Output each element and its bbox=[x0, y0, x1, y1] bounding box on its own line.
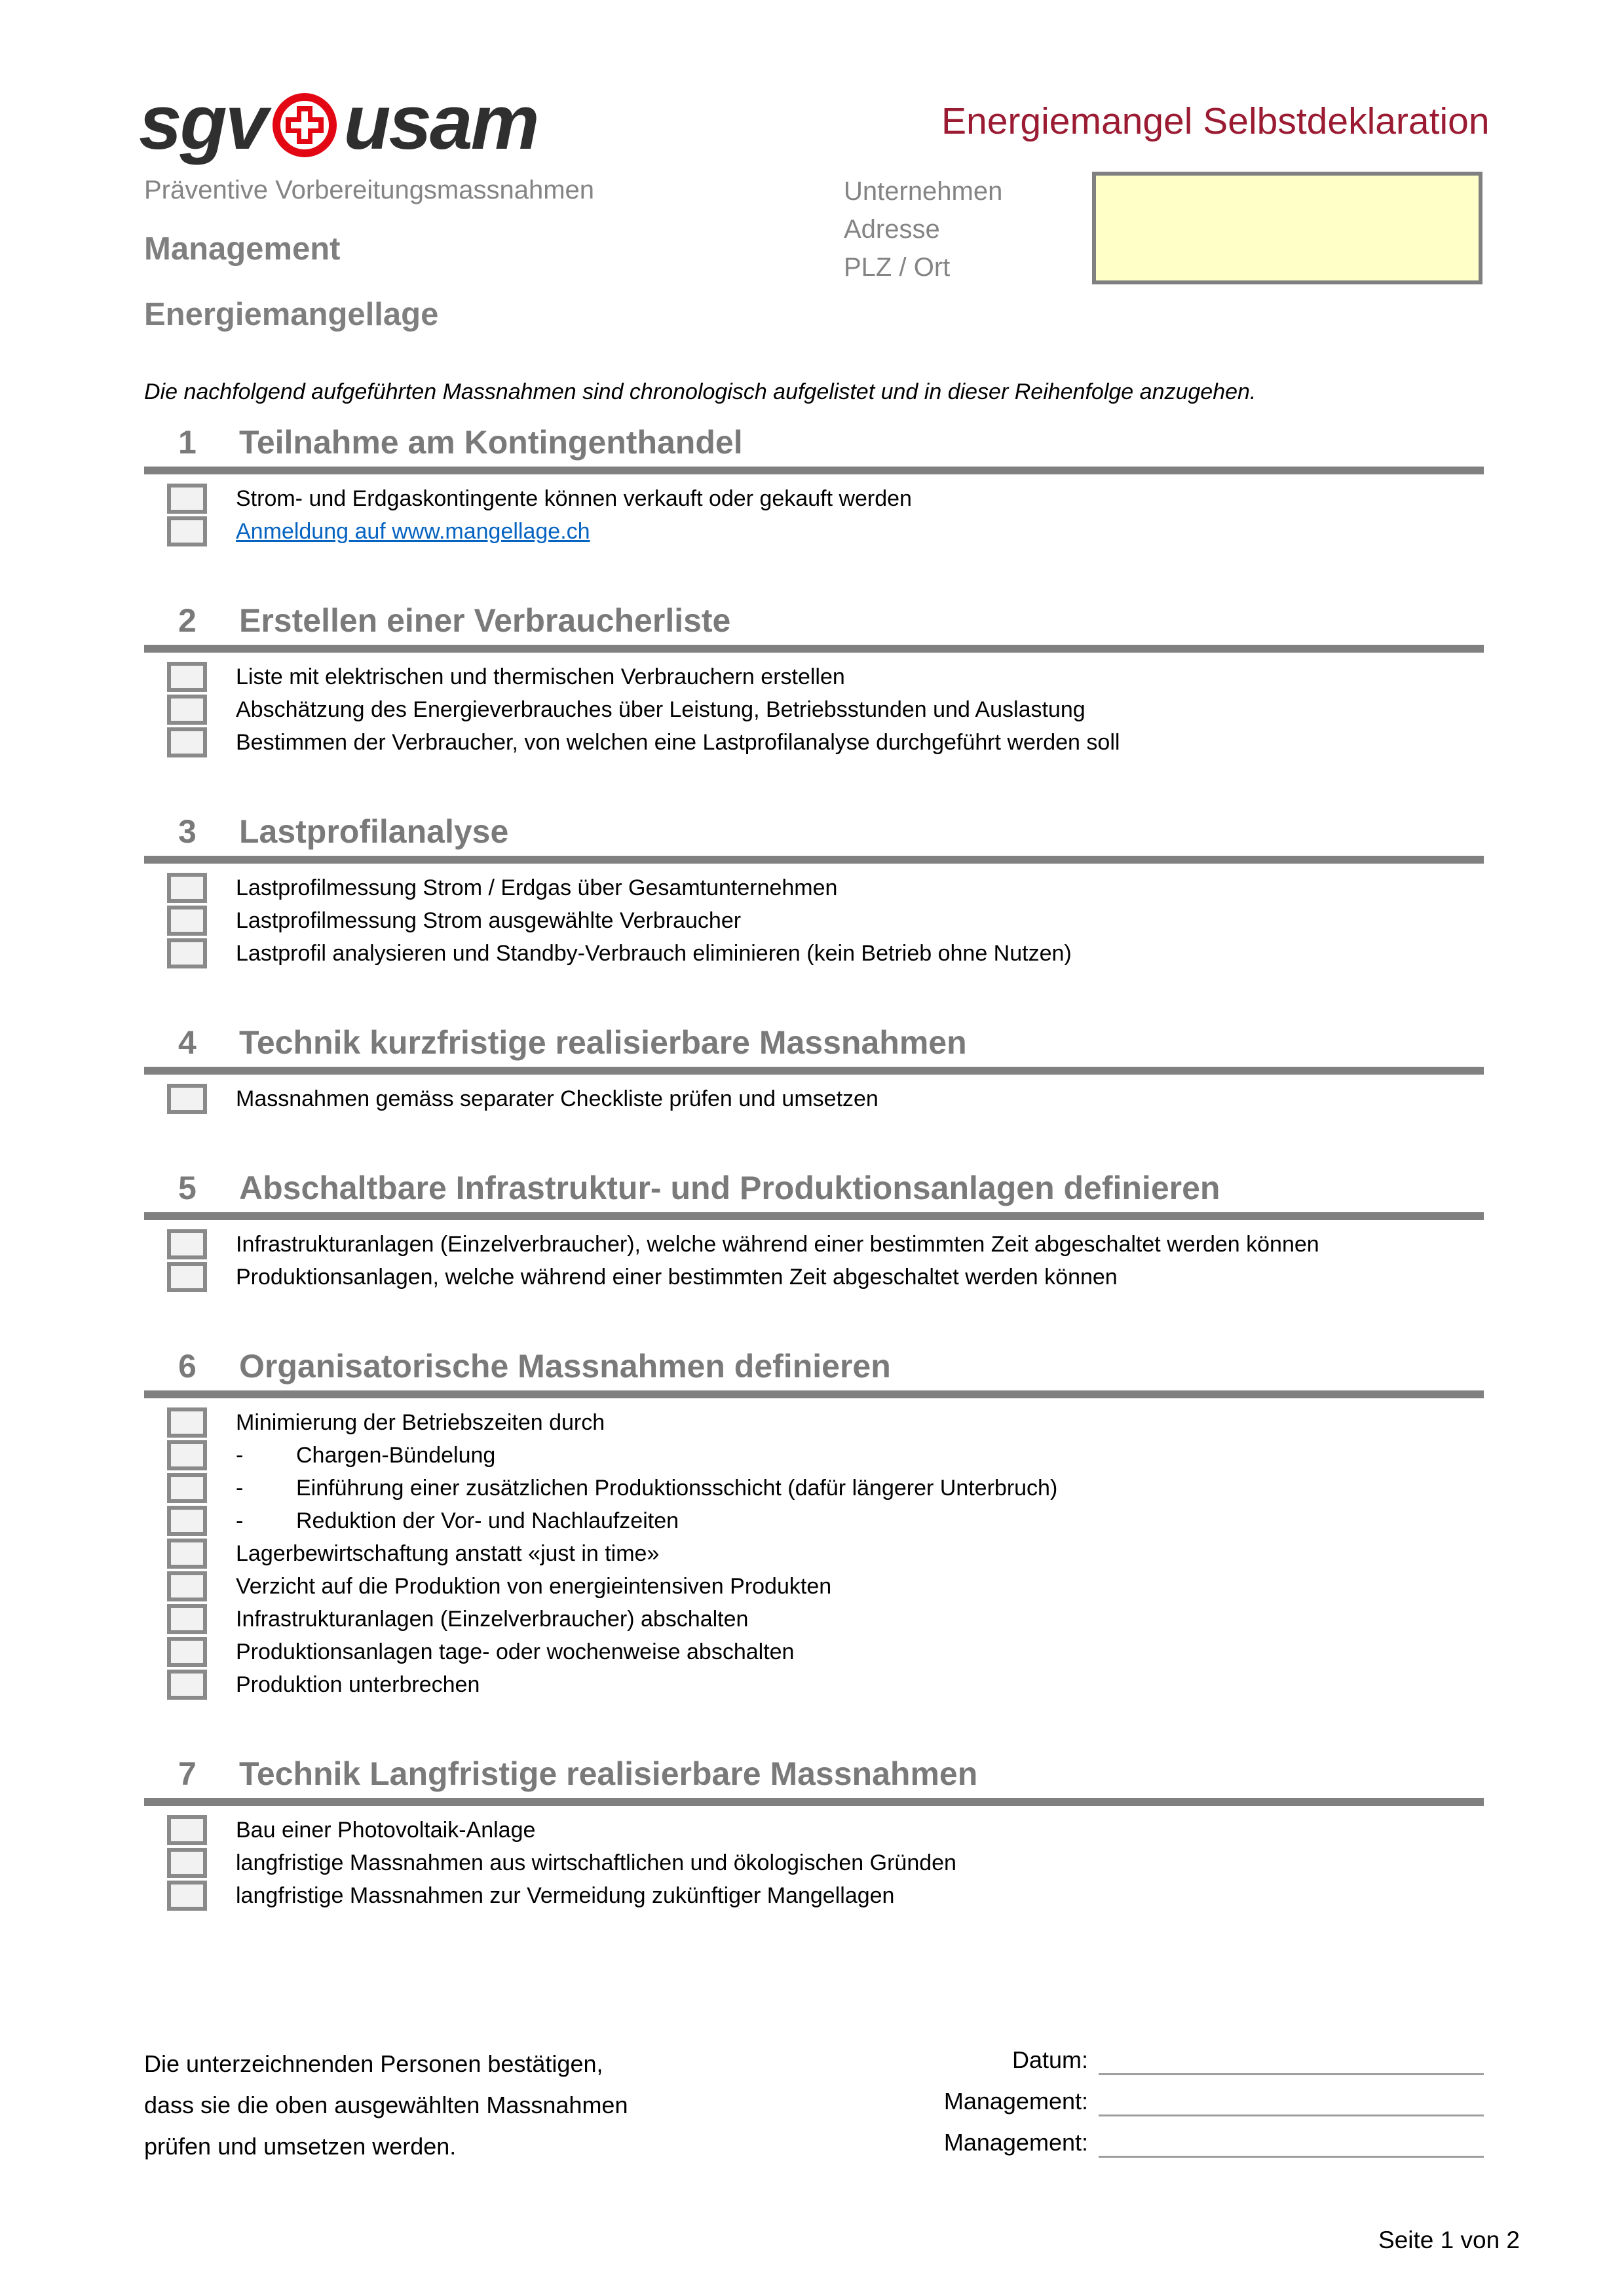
section-5-number: 5 bbox=[178, 1170, 197, 1206]
checkbox[interactable] bbox=[167, 662, 207, 692]
checkbox[interactable] bbox=[167, 727, 207, 757]
label-management-2: Management: bbox=[943, 2129, 1088, 2156]
signature-row-management-1 bbox=[797, 2075, 1484, 2116]
item-text: langfristige Massnahmen aus wirtschaftlichen und ökologischen Gründen bbox=[236, 1850, 956, 1875]
checklist-item bbox=[144, 727, 1484, 757]
checklist-item bbox=[144, 1539, 1484, 1569]
section-6 bbox=[144, 1347, 1484, 1700]
checkbox[interactable] bbox=[167, 1815, 207, 1845]
section-divider-bar bbox=[144, 1212, 1484, 1220]
item-text: Lastprofilmessung Strom ausgewählte Verbraucher bbox=[236, 908, 742, 933]
section-2-number: 2 bbox=[178, 602, 197, 639]
section-divider-bar bbox=[144, 1390, 1484, 1398]
item-text: Lastprofilmessung Strom / Erdgas über Gesamtunternehmen bbox=[236, 875, 838, 900]
section-6-number: 6 bbox=[178, 1348, 197, 1385]
section-7-title: Technik Langfristige realisierbare Massnahmen bbox=[239, 1755, 978, 1792]
checkbox[interactable] bbox=[167, 695, 207, 725]
checkbox[interactable] bbox=[167, 1440, 207, 1470]
checkbox[interactable] bbox=[167, 1604, 207, 1634]
checklist-item bbox=[144, 1637, 1484, 1667]
checkbox[interactable] bbox=[167, 1881, 207, 1911]
item-text: Bau einer Photovoltaik-Anlage bbox=[236, 1818, 536, 1843]
confirmation-line: dass sie die oben ausgewählten Massnahmen bbox=[144, 2092, 628, 2118]
item-text: Infrastrukturanlagen (Einzelverbraucher), welche während einer bestimmten Zeit abgeschaltet werden können bbox=[236, 1232, 1319, 1257]
item-text: Einführung einer zusätzlichen Produktionsschicht (dafür längerer Unterbruch) bbox=[296, 1476, 1058, 1501]
section-5-title: Abschaltbare Infrastruktur- und Produktionsanlagen definieren bbox=[239, 1170, 1220, 1206]
item-text: Lagerbewirtschaftung anstatt «just in time» bbox=[236, 1541, 660, 1566]
company-info-input-box[interactable] bbox=[1092, 172, 1482, 284]
section-divider-bar bbox=[144, 856, 1484, 864]
signature-fields bbox=[797, 2034, 1484, 2158]
document-title: Energiemangel Selbstdeklaration bbox=[941, 100, 1490, 142]
checklist-item bbox=[144, 484, 1484, 514]
signature-row-date bbox=[797, 2034, 1484, 2075]
checkbox[interactable] bbox=[167, 1637, 207, 1667]
checkbox[interactable] bbox=[167, 1084, 207, 1114]
item-text: Minimierung der Betriebszeiten durch bbox=[236, 1410, 605, 1435]
section-2-heading bbox=[144, 602, 1484, 640]
checklist-body bbox=[144, 377, 1484, 1913]
checklist-item bbox=[144, 1229, 1484, 1259]
checkbox[interactable] bbox=[167, 1571, 207, 1601]
label-city: PLZ / Ort bbox=[844, 253, 951, 282]
checklist-item bbox=[144, 906, 1484, 936]
checkbox[interactable] bbox=[167, 1229, 207, 1259]
section-4-title: Technik kurzfristige realisierbare Massnahmen bbox=[239, 1024, 967, 1061]
swiss-cross-logo-icon bbox=[273, 93, 337, 157]
checklist-item bbox=[144, 1440, 1484, 1470]
item-text: Produktionsanlagen tage- oder wochenweise abschalten bbox=[236, 1639, 795, 1664]
section-3-heading bbox=[144, 813, 1484, 851]
section-divider-bar bbox=[144, 1798, 1484, 1806]
section-5 bbox=[144, 1169, 1484, 1292]
checkbox[interactable] bbox=[167, 1506, 207, 1536]
document-heading-energiemangellage: Energiemangellage bbox=[144, 297, 439, 332]
checkbox[interactable] bbox=[167, 1848, 207, 1878]
checklist-item bbox=[144, 516, 1484, 546]
checkbox[interactable] bbox=[167, 1473, 207, 1503]
section-7-heading bbox=[144, 1755, 1484, 1793]
section-1-number: 1 bbox=[178, 424, 197, 461]
checklist-item bbox=[144, 1848, 1484, 1878]
checklist-item bbox=[144, 1262, 1484, 1292]
section-7-number: 7 bbox=[178, 1755, 197, 1792]
checkbox[interactable] bbox=[167, 484, 207, 514]
checkbox[interactable] bbox=[167, 516, 207, 546]
item-text: Liste mit elektrischen und thermischen Verbrauchern erstellen bbox=[236, 664, 845, 689]
checklist-item bbox=[144, 662, 1484, 692]
confirmation-text bbox=[144, 2043, 628, 2167]
checklist-item bbox=[144, 1604, 1484, 1634]
item-text: Abschätzung des Energieverbrauches über Leistung, Betriebsstunden und Auslastung bbox=[236, 697, 1086, 722]
checkbox[interactable] bbox=[167, 1262, 207, 1292]
section-2-title: Erstellen einer Verbraucherliste bbox=[239, 602, 731, 639]
dash-bullet: - bbox=[236, 1508, 244, 1533]
section-3 bbox=[144, 813, 1484, 968]
page-number: Seite 1 von 2 bbox=[1378, 2227, 1520, 2253]
checkbox[interactable] bbox=[167, 873, 207, 903]
confirmation-line: Die unterzeichnenden Personen bestätigen, bbox=[144, 2050, 603, 2077]
checkbox[interactable] bbox=[167, 1407, 207, 1438]
item-text: Chargen-Bündelung bbox=[296, 1443, 496, 1468]
section-7 bbox=[144, 1755, 1484, 1911]
checklist-item bbox=[144, 873, 1484, 903]
item-text: Verzicht auf die Produktion von energieintensiven Produkten bbox=[236, 1574, 832, 1599]
item-text: Produktionsanlagen, welche während einer bestimmten Zeit abgeschaltet werden können bbox=[236, 1265, 1118, 1290]
item-text: Infrastrukturanlagen (Einzelverbraucher) abschalten bbox=[236, 1607, 749, 1632]
item-text: Massnahmen gemäss separater Checkliste prüfen und umsetzen bbox=[236, 1086, 878, 1111]
section-divider-bar bbox=[144, 645, 1484, 653]
link-mangellage[interactable]: Anmeldung auf www.mangellage.ch bbox=[236, 519, 590, 544]
label-company: Unternehmen bbox=[844, 177, 1003, 206]
document-heading-management: Management bbox=[144, 231, 341, 267]
dash-bullet: - bbox=[236, 1476, 244, 1501]
checklist-item bbox=[144, 1815, 1484, 1845]
checklist-item bbox=[144, 938, 1484, 968]
checklist-item bbox=[144, 1473, 1484, 1503]
section-6-heading bbox=[144, 1347, 1484, 1385]
item-text: langfristige Massnahmen zur Vermeidung zukünftiger Mangellagen bbox=[236, 1883, 895, 1908]
checklist-item bbox=[144, 1670, 1484, 1700]
section-2 bbox=[144, 602, 1484, 757]
checkbox[interactable] bbox=[167, 938, 207, 968]
section-divider-bar bbox=[144, 1067, 1484, 1075]
section-4-number: 4 bbox=[178, 1024, 197, 1061]
item-text: Bestimmen der Verbraucher, von welchen eine Lastprofilanalyse durchgeführt werden soll bbox=[236, 730, 1120, 755]
section-4-heading bbox=[144, 1024, 1484, 1062]
section-4 bbox=[144, 1024, 1484, 1114]
company-field-labels bbox=[844, 176, 1002, 290]
checkbox[interactable] bbox=[167, 906, 207, 936]
logo-text-sgv: sgv bbox=[139, 79, 267, 166]
logo-text-usam: usam bbox=[343, 79, 538, 166]
date-signature-line[interactable] bbox=[1099, 2040, 1484, 2075]
sgv-usam-logo bbox=[139, 79, 538, 166]
checkbox[interactable] bbox=[167, 1670, 207, 1700]
section-1-title: Teilnahme am Kontingenthandel bbox=[239, 424, 743, 461]
section-6-title: Organisatorische Massnahmen definieren bbox=[239, 1348, 891, 1385]
item-text: Produktion unterbrechen bbox=[236, 1672, 480, 1697]
section-5-heading bbox=[144, 1169, 1484, 1207]
checklist-item bbox=[144, 1881, 1484, 1911]
section-3-number: 3 bbox=[178, 813, 197, 850]
item-text: Strom- und Erdgaskontingente können verkauft oder gekauft werden bbox=[236, 486, 912, 511]
label-date: Datum: bbox=[1011, 2046, 1088, 2073]
signature-row-management-2 bbox=[797, 2116, 1484, 2158]
management-2-signature-line[interactable] bbox=[1099, 2122, 1484, 2158]
label-management-1: Management: bbox=[943, 2088, 1088, 2114]
label-address: Adresse bbox=[844, 215, 940, 244]
checklist-item bbox=[144, 1506, 1484, 1536]
checklist-item bbox=[144, 1084, 1484, 1114]
checklist-item bbox=[144, 1571, 1484, 1601]
confirmation-line: prüfen und umsetzen werden. bbox=[144, 2133, 457, 2160]
checklist-item bbox=[144, 1407, 1484, 1438]
section-3-title: Lastprofilanalyse bbox=[239, 813, 509, 850]
section-divider-bar bbox=[144, 467, 1484, 474]
management-1-signature-line[interactable] bbox=[1099, 2081, 1484, 2116]
item-text: Reduktion der Vor- und Nachlaufzeiten bbox=[296, 1508, 679, 1533]
dash-bullet: - bbox=[236, 1443, 244, 1468]
checkbox[interactable] bbox=[167, 1539, 207, 1569]
item-text: Lastprofil analysieren und Standby-Verbrauch eliminieren (kein Betrieb ohne Nutzen) bbox=[236, 941, 1072, 966]
section-1-heading bbox=[144, 423, 1484, 461]
section-1 bbox=[144, 423, 1484, 546]
document-subtitle: Präventive Vorbereitungsmassnahmen bbox=[144, 176, 595, 204]
checklist-item bbox=[144, 695, 1484, 725]
intro-note: Die nachfolgend aufgeführten Massnahmen sind chronologisch aufgelistet und in dieser Reihenfolge anzugehen. bbox=[144, 379, 1256, 404]
